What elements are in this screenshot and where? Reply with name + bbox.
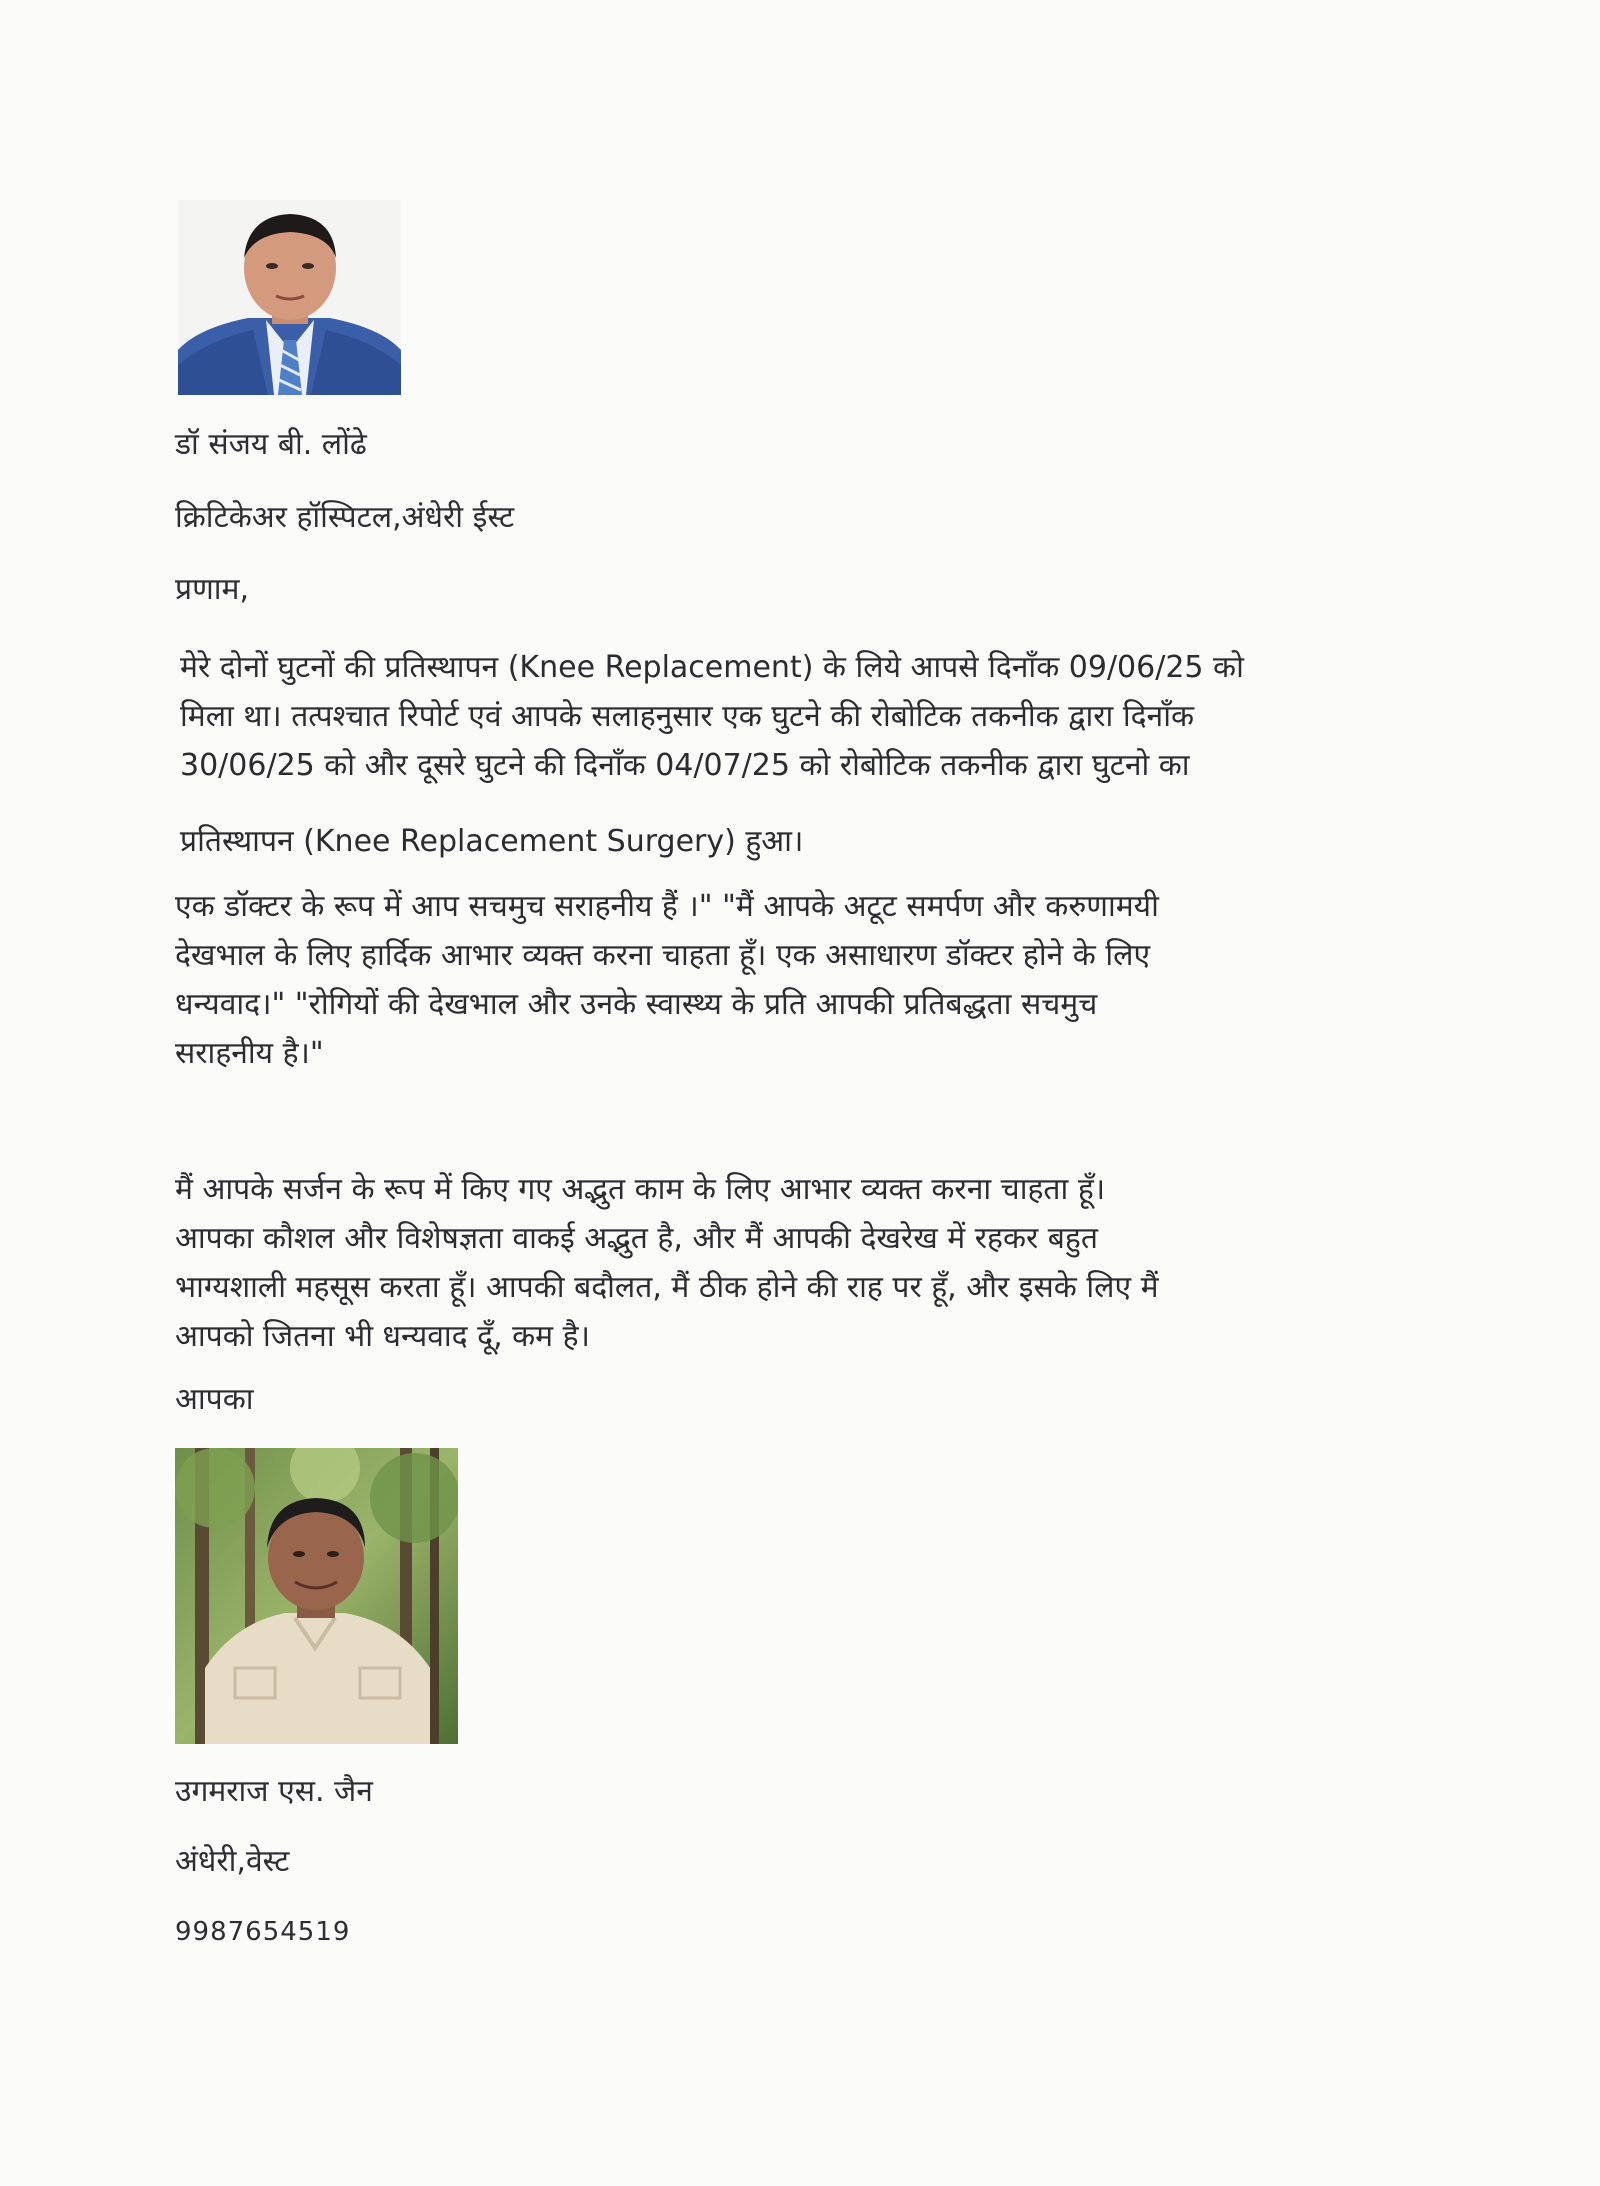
paragraph-line: 30/06/25 को और दूसरे घुटने की दिनाँक 04/07/25 को रोबोटिक तकनीक द्वारा घुटनो का — [180, 748, 1190, 783]
salutation: प्रणाम, — [175, 572, 250, 607]
paragraph-3 — [175, 1165, 1425, 1361]
sender-photo — [175, 1448, 458, 1744]
paragraph-2 — [175, 882, 1425, 1078]
paragraph-line: सराहनीय है।" — [175, 1036, 324, 1071]
paragraph-line: देखभाल के लिए हार्दिक आभार व्यक्त करना चाहता हूँ। एक असाधारण डॉक्टर होने के लिए — [175, 938, 1151, 973]
paragraph-line: प्रतिस्थापन (Knee Replacement Surgery) हुआ। — [180, 824, 804, 859]
doctor-photo — [178, 200, 401, 395]
recipient-hospital: क्रिटिकेअर हॉस्पिटल,अंधेरी ईस्ट — [175, 500, 515, 535]
sender-phone: 9987654519 — [175, 1917, 351, 1947]
recipient-name: डॉ संजय बी. लोंढे — [175, 427, 367, 462]
sender-place: अंधेरी,वेस्ट — [175, 1844, 290, 1879]
paragraph-line: आपका कौशल और विशेषज्ञता वाकई अद्भुत है, और मैं आपकी देखरेख में रहकर बहुत — [175, 1221, 1098, 1256]
paragraph-1-last-line — [180, 817, 1430, 866]
paragraph-line: मैं आपके सर्जन के रूप में किए गए अद्भुत काम के लिए आभार व्यक्त करना चाहता हूँ। — [175, 1172, 1106, 1207]
sender-name: उगमराज एस. जैन — [175, 1774, 373, 1809]
paragraph-1 — [180, 643, 1430, 790]
closing: आपका — [175, 1382, 254, 1417]
paragraph-line: एक डॉक्टर के रूप में आप सचमुच सराहनीय हैं ।" "मैं आपके अटूट समर्पण और करुणामयी — [175, 889, 1159, 924]
paragraph-line: आपको जितना भी धन्यवाद दूँ, कम है। — [175, 1319, 590, 1354]
paragraph-line: मिला था। तत्पश्चात रिपोर्ट एवं आपके सलाहनुसार एक घुटने की रोबोटिक तकनीक द्वारा दिनाँक — [180, 699, 1195, 734]
paragraph-line: भाग्यशाली महसूस करता हूँ। आपकी बदौलत, मैं ठीक होने की राह पर हूँ, और इसके लिए मैं — [175, 1270, 1159, 1305]
paragraph-line: धन्यवाद।" "रोगियों की देखभाल और उनके स्वास्थ्य के प्रति आपकी प्रतिबद्धता सचमुच — [175, 987, 1098, 1022]
paragraph-line: मेरे दोनों घुटनों की प्रतिस्थापन (Knee Replacement) के लिये आपसे दिनाँक 09/06/25 को — [180, 650, 1244, 685]
